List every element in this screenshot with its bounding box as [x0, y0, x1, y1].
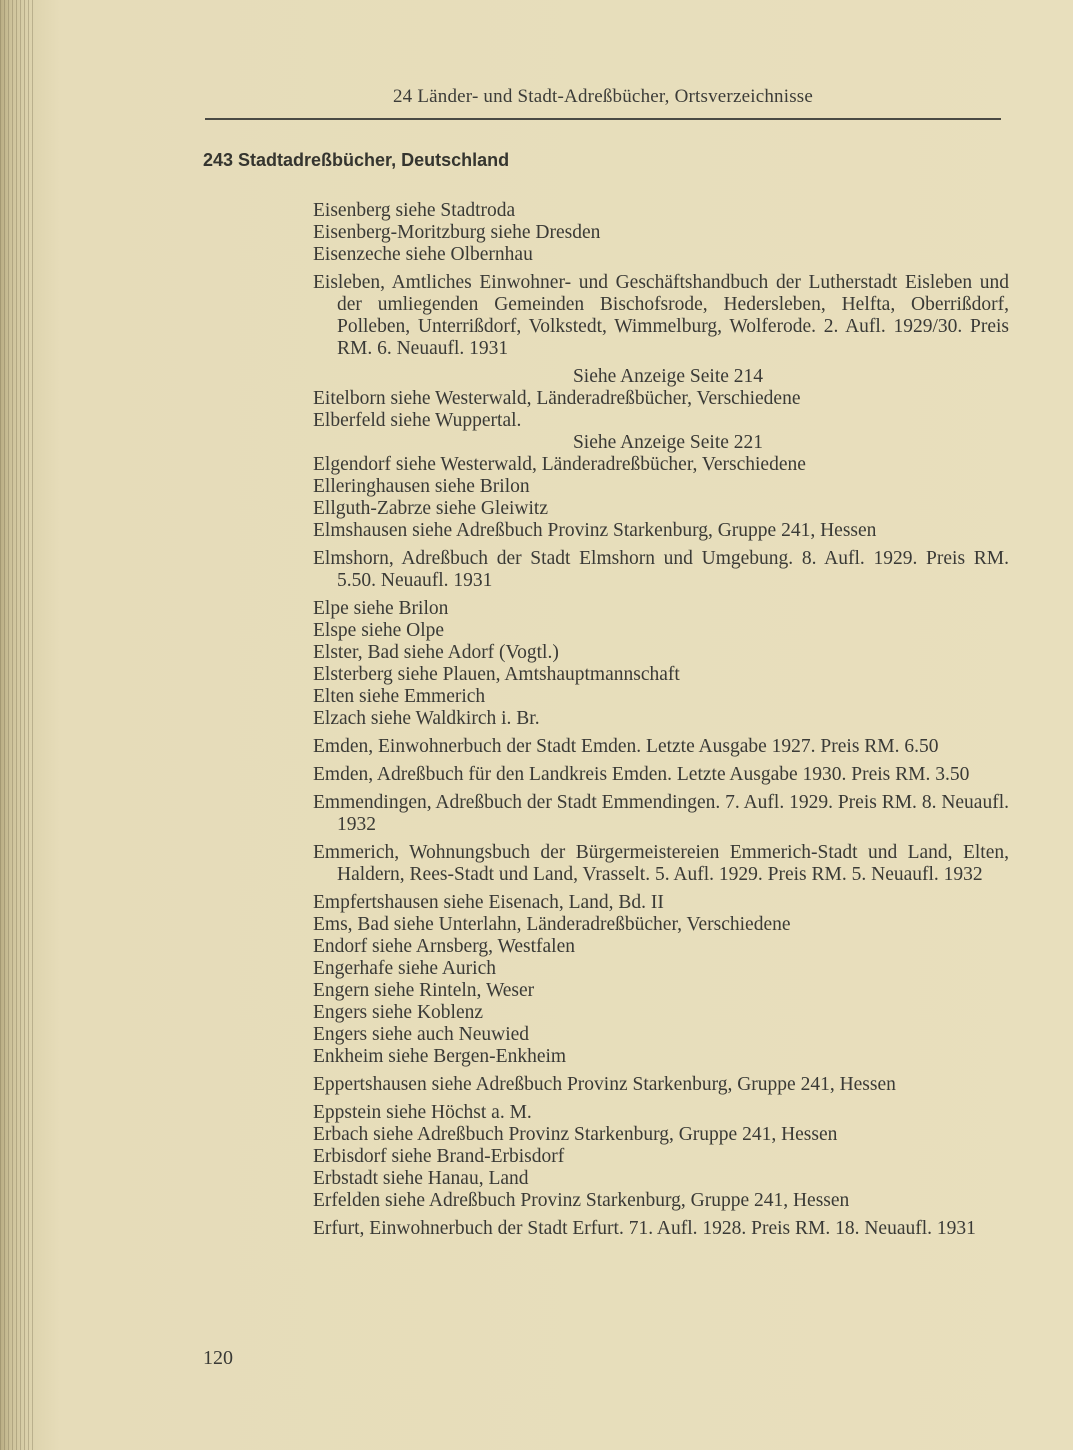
list-item: Endorf siehe Arnsberg, Westfalen — [313, 936, 575, 957]
list-item: Elsterberg siehe Plauen, Amtshauptmannschaft — [313, 664, 680, 685]
list-item: Eisleben, Amtliches Einwohner- und Geschäftshandbuch der Lutherstadt Eisleben und der umliegenden Gemeinden Bischofsrode, Hedersleben, Helfta, Oberrißdorf, Polleben, Unterrißdorf, Volkstedt, Wimmelburg, Wolferode. 2. Aufl. 1929/30. Preis RM. 6. Neuaufl. 1931 — [313, 272, 1009, 359]
list-item: Eisenzeche siehe Olbernhau — [313, 244, 533, 265]
entry-list — [313, 200, 1009, 1246]
list-item: Elten siehe Emmerich — [313, 686, 486, 707]
list-item: Erbisdorf siehe Brand-Erbisdorf — [313, 1146, 565, 1167]
list-item: Eitelborn siehe Westerwald, Länderadreßbücher, Verschiedene — [313, 388, 801, 409]
list-item: Emmerich, Wohnungsbuch der Bürgermeistereien Emmerich-Stadt und Land, Elten, Haldern, Rees-Stadt und Land, Vrasselt. 5. Aufl. 1929. Preis RM. 5. Neuaufl. 1932 — [313, 842, 1009, 885]
list-item: Elster, Bad siehe Adorf (Vogtl.) — [313, 642, 559, 663]
advertisement-reference: Siehe Anzeige Seite 221 — [572, 432, 764, 453]
list-item: Emden, Adreßbuch für den Landkreis Emden. Letzte Ausgabe 1930. Preis RM. 3.50 — [313, 764, 970, 785]
list-item: Elpe siehe Brilon — [313, 598, 449, 619]
list-item: Elmshausen siehe Adreßbuch Provinz Starkenburg, Gruppe 241, Hessen — [313, 520, 877, 541]
binding-edge — [0, 0, 34, 1450]
list-item: Elzach siehe Waldkirch i. Br. — [313, 708, 540, 729]
list-item: Erfelden siehe Adreßbuch Provinz Starkenburg, Gruppe 241, Hessen — [313, 1190, 850, 1211]
page-number: 120 — [203, 1347, 233, 1369]
list-item: Elberfeld siehe Wuppertal. — [313, 410, 522, 431]
list-item: Erbstadt siehe Hanau, Land — [313, 1168, 529, 1189]
head-rule — [205, 118, 1001, 120]
list-item: Eisenberg-Moritzburg siehe Dresden — [313, 222, 601, 243]
list-item: Elgendorf siehe Westerwald, Länderadreßbücher, Verschiedene — [313, 454, 806, 475]
list-item: Engers siehe auch Neuwied — [313, 1024, 530, 1045]
list-item: Ellguth-Zabrze siehe Gleiwitz — [313, 498, 548, 519]
list-item: Engern siehe Rinteln, Weser — [313, 980, 535, 1001]
section-title: 243 Stadtadreßbücher, Deutschland — [203, 150, 510, 170]
advertisement-reference: Siehe Anzeige Seite 214 — [572, 366, 764, 387]
list-item: Engers siehe Koblenz — [313, 1002, 484, 1023]
list-item: Emmendingen, Adreßbuch der Stadt Emmendingen. 7. Aufl. 1929. Preis RM. 8. Neuaufl. 1932 — [313, 792, 1009, 835]
list-item: Erfurt, Einwohnerbuch der Stadt Erfurt. 71. Aufl. 1928. Preis RM. 18. Neuaufl. 1931 — [313, 1218, 976, 1239]
list-item: Eisenberg siehe Stadtroda — [313, 200, 516, 221]
list-item: Eppstein siehe Höchst a. M. — [313, 1102, 532, 1123]
list-item: Elspe siehe Olpe — [313, 620, 445, 641]
list-item: Enkheim siehe Bergen-Enkheim — [313, 1046, 567, 1067]
list-item: Elleringhausen siehe Brilon — [313, 476, 530, 497]
list-item: Ems, Bad siehe Unterlahn, Länderadreßbücher, Verschiedene — [313, 914, 791, 935]
list-item: Engerhafe siehe Aurich — [313, 958, 497, 979]
list-item: Emden, Einwohnerbuch der Stadt Emden. Letzte Ausgabe 1927. Preis RM. 6.50 — [313, 736, 939, 757]
list-item: Erbach siehe Adreßbuch Provinz Starkenburg, Gruppe 241, Hessen — [313, 1124, 838, 1145]
list-item: Elmshorn, Adreßbuch der Stadt Elmshorn und Umgebung. 8. Aufl. 1929. Preis RM. 5.50. Neuaufl. 1931 — [313, 548, 1009, 591]
list-item: Empfertshausen siehe Eisenach, Land, Bd. II — [313, 892, 664, 913]
running-head: 24 Länder- und Stadt-Adreßbücher, Ortsverzeichnisse — [392, 86, 814, 107]
list-item: Eppertshausen siehe Adreßbuch Provinz Starkenburg, Gruppe 241, Hessen — [313, 1074, 896, 1095]
